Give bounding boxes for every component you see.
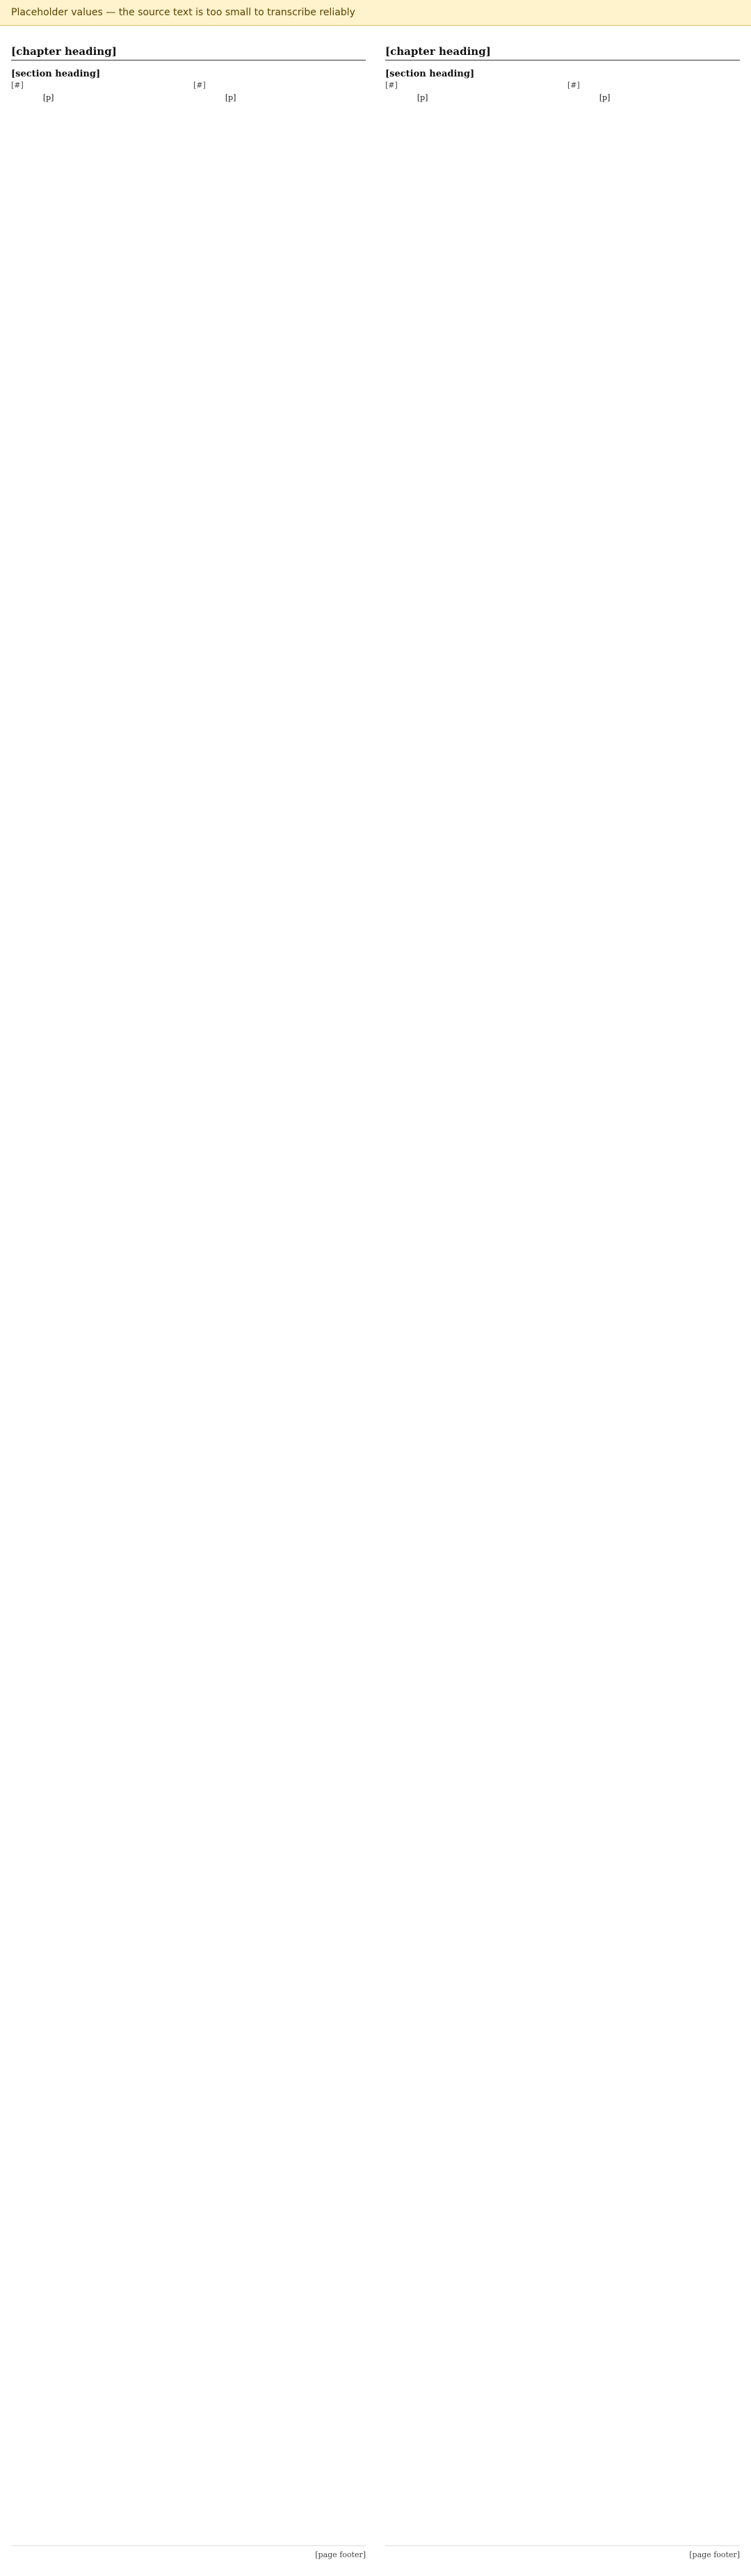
chapter-heading: [chapter heading] [385, 43, 740, 60]
entry-number: [#] [11, 81, 24, 90]
entry-list [385, 81, 740, 2538]
entry-page: [p] [599, 93, 611, 102]
toc-entry[interactable] [567, 81, 740, 2538]
entry-page: [p] [225, 93, 236, 102]
entry-number: [#] [385, 81, 398, 90]
right-column [385, 43, 740, 2563]
toc-entry[interactable] [11, 81, 184, 2538]
section-heading: [section heading] [11, 69, 101, 79]
entry-page: [p] [42, 93, 54, 102]
toc-entry[interactable] [385, 81, 558, 2538]
page-footer: [page footer] [385, 2545, 740, 2563]
entry-number: [#] [567, 81, 580, 90]
entry-number: [#] [193, 81, 206, 90]
left-column [11, 43, 366, 2563]
toc-entry[interactable] [193, 81, 366, 2538]
transcription-notice: Placeholder values — the source text is too small to transcribe reliably [0, 0, 751, 26]
page-footer: [page footer] [11, 2545, 366, 2563]
section-container [11, 67, 366, 2538]
chapter-heading: [chapter heading] [11, 43, 366, 60]
entry-list [11, 81, 366, 2538]
section-heading: [section heading] [385, 69, 475, 79]
entry-page: [p] [417, 93, 428, 102]
section-container [385, 67, 740, 2538]
